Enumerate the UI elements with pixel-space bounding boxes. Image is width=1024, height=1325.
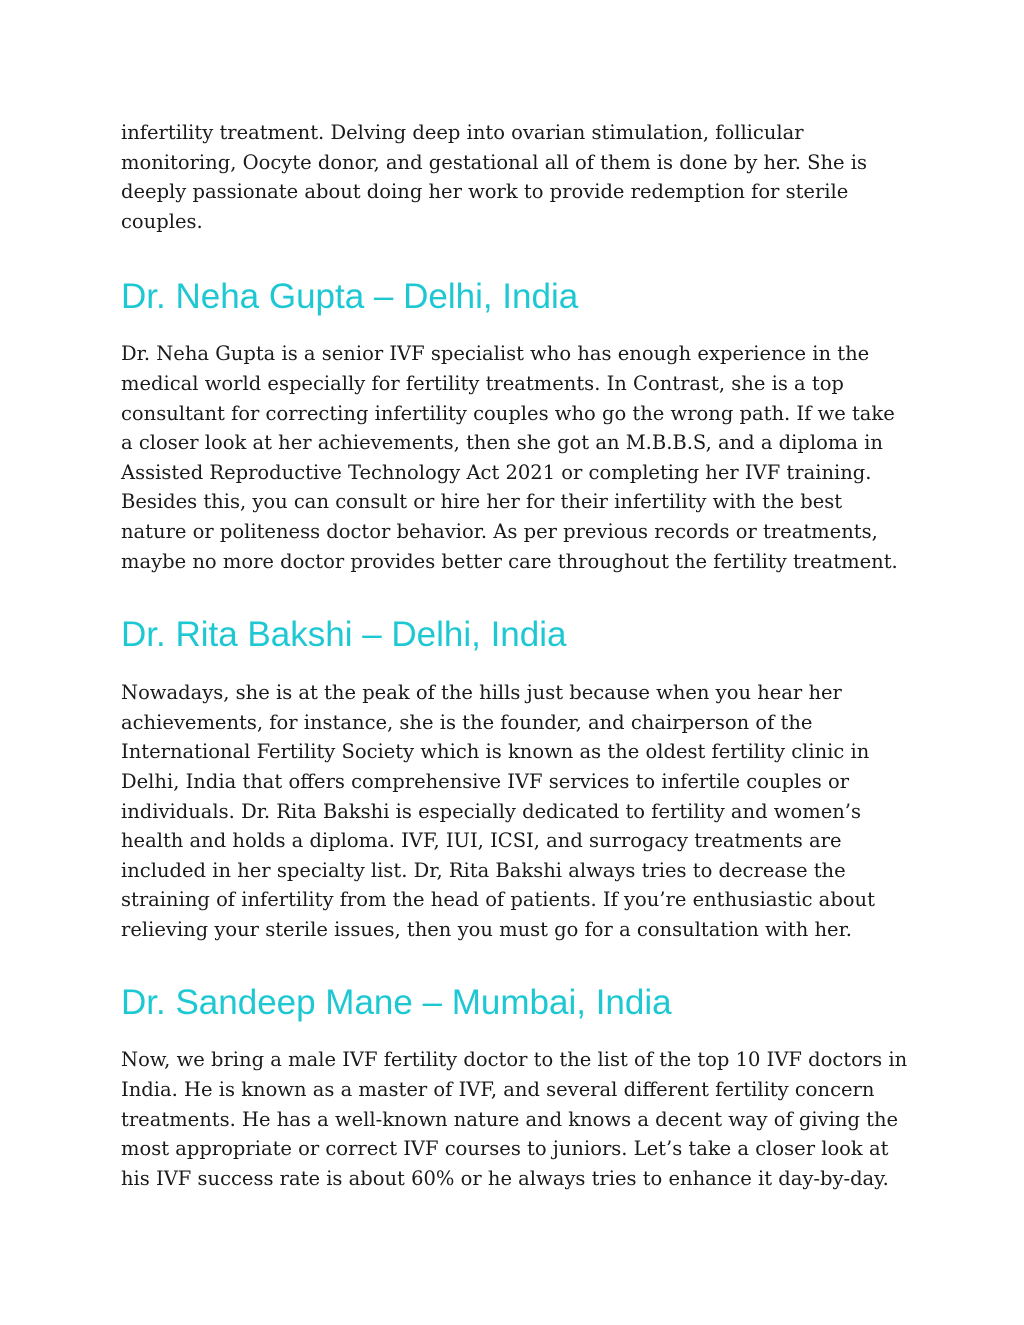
paragraph-sandeep-mane: Now, we bring a male IVF fertility doctor to the list of the top 10 IVF doctors in India. He is known as a master of IVF, and several different fertility concern treatments. He has a well-known nature and knows a decent way of giving the most appropriate or correct IVF courses to juniors. Let’s take a closer look at his IVF success rate is about 60% or he always tries to enhance it day-by-day. (121, 1048, 908, 1190)
heading-sandeep-mane: Dr. Sandeep Mane – Mumbai, India (121, 983, 672, 1023)
document-page (121, 118, 911, 1193)
paragraph-neha-gupta: Dr. Neha Gupta is a senior IVF specialist who has enough experience in the medical world especially for fertility treatments. In Contrast, she is a top consultant for correcting infertility couples who go the wrong path. If we take a closer look at her achievements, then she got an M.B.B.S, and a diploma in Assisted Reproductive Technology Act 2021 or completing her IVF training. Besides this, you can consult or hire her for their infertility with the best nature or politeness doctor behavior. As per previous records or treatments, maybe no more doctor provides better care throughout the fertility treatment. (121, 342, 898, 573)
heading-neha-gupta: Dr. Neha Gupta – Delhi, India (121, 277, 579, 317)
heading-rita-bakshi: Dr. Rita Bakshi – Delhi, India (121, 615, 567, 655)
intro-paragraph: infertility treatment. Delving deep into ovarian stimulation, follicular monitoring, Oocyte donor, and gestational all of them is done by her. She is deeply passionate about doing her work to provide redemption for sterile couples. (121, 121, 868, 233)
paragraph-rita-bakshi: Nowadays, she is at the peak of the hills just because when you hear her achievements, for instance, she is the founder, and chairperson of the International Fertility Society which is known as the oldest fertility clinic in Delhi, India that offers comprehensive IVF services to infertile couples or individuals. Dr. Rita Bakshi is especially dedicated to fertility and women’s health and holds a diploma. IVF, IUI, ICSI, and surrogacy treatments are included in her specialty list. Dr, Rita Bakshi always tries to decrease the straining of infertility from the head of patients. If you’re enthusiastic about relieving your sterile issues, then you must go for a consultation with her. (121, 681, 875, 941)
